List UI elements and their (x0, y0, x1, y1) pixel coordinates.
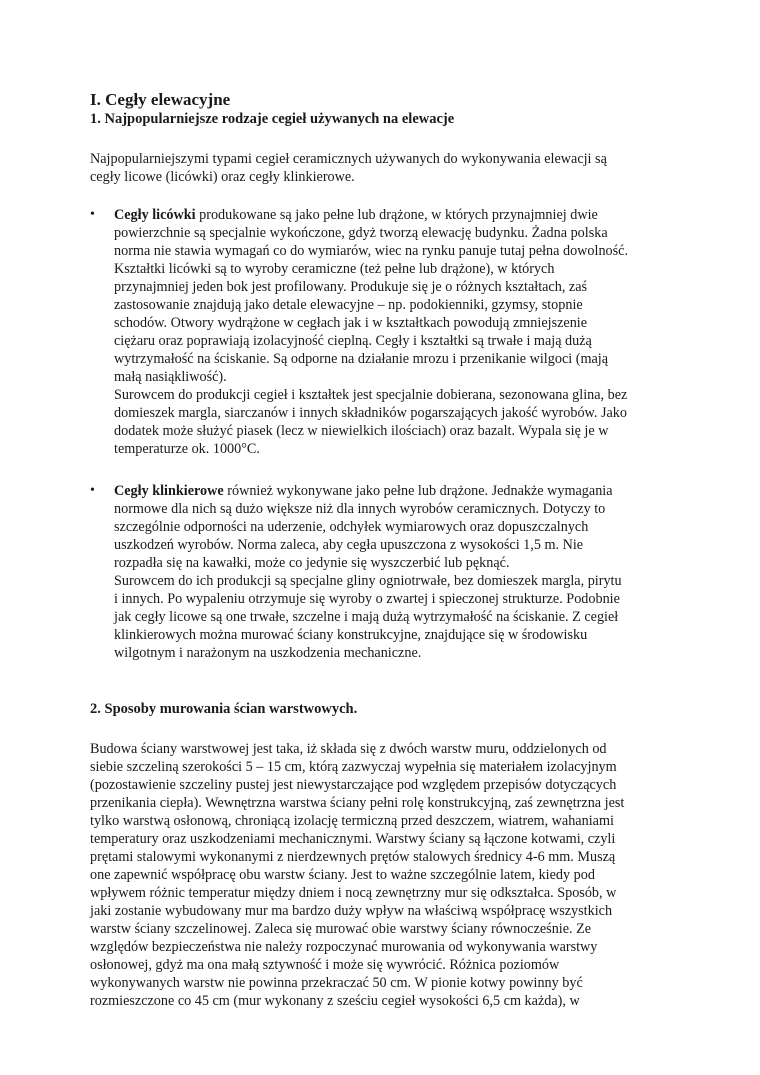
text-line: Surowcem do ich produkcji są specjalne gliny ogniotrwałe, bez domieszek margla, pirytu (114, 573, 622, 589)
text-line (114, 482, 690, 500)
section-1-heading: 1. Najpopularniejsze rodzaje cegieł używanych na elewacje (90, 111, 455, 127)
text-line: rozmieszczone co 45 cm (mur wykonany z sześciu cegieł wysokości 6,5 cm każda), w (90, 993, 580, 1009)
text-line: wykonywanych warstw nie powinna przekraczać 50 cm. W pionie kotwy powinny być (90, 975, 583, 991)
section-2-paragraph (90, 740, 690, 1010)
text-line: temperatury oraz uszkodzeniami mechanicznymi. Warstwy ściany są łączone kotwami, czyli (90, 831, 616, 847)
text-line: klinkierowych można murować ściany konstrukcyjne, znajdujące się w środowisku (114, 627, 588, 643)
term-clinker-bricks: Cegły klinkierowe (114, 483, 224, 499)
text-line: przenikania ciepła). Wewnętrzna warstwa ściany pełni rolę konstrukcyjną, zaś zewnętrzna jest (90, 795, 625, 811)
text-line: prętami stalowymi wykonanymi z nierdzewnych prętów stalowych średnicy 4-6 mm. Muszą (90, 849, 616, 865)
text-line: osłonowej, gdyż ma ona małą sztywność i może się wywrócić. Różnica poziomów (90, 957, 560, 973)
section-2-heading: 2. Sposoby murowania ścian warstwowych. (90, 701, 358, 717)
brick-types-list (90, 206, 690, 662)
text-line: szczególnie odporności na uderzenie, odchyłek wymiarowych oraz dopuszczalnych (114, 519, 589, 535)
text-line: zastosowanie znajdują jako detale elewacyjne – np. podokienniki, gzymsy, stopnie (114, 297, 583, 313)
text-fragment: również wykonywane jako pełne lub drążone. Jednakże wymagania (223, 483, 613, 499)
section-1-intro (90, 150, 690, 186)
text-line: Najpopularniejszymi typami cegieł ceramicznych używanych do wykonywania elewacji są (90, 151, 607, 167)
text-line: wilgotnym i narażonym na uszkodzenia mechaniczne. (114, 645, 422, 661)
document-page (90, 90, 690, 1010)
text-line: normowe dla nich są dużo większe niż dla innych wyrobów ceramicznych. Dotyczy to (114, 501, 606, 517)
text-line: tylko warstwą osłonową, chroniącą izolację termiczną przed deszczem, wiatrem, wahaniami (90, 813, 614, 829)
text-line: i innych. Po wypaleniu otrzymuje się wyroby o zwartej i spieczonej strukturze. Podobnie (114, 591, 620, 607)
text-line: Budowa ściany warstwowej jest taka, iż składa się z dwóch warstw muru, oddzielonych od (90, 741, 607, 757)
bullet-icon: • (90, 483, 95, 498)
text-line (114, 206, 690, 224)
text-line: jaki zostanie wybudowany mur ma bardzo duży wpływ na właściwą współpracę wszystkich (90, 903, 613, 919)
text-line: warstw ściany szczelinowej. Zaleca się murować obie warstwy ściany równocześnie. Ze (90, 921, 592, 937)
text-line: wpływem różnic temperatur między dniem i nocą zewnętrzny mur się odkształca. Sposób, w (90, 885, 617, 901)
text-fragment: produkowane są jako pełne lub drążone, w których przynajmniej dwie (195, 207, 598, 223)
text-line: małą nasiąkliwość). (114, 369, 227, 385)
text-line: temperaturze ok. 1000°C. (114, 441, 260, 457)
list-item-face-bricks (90, 206, 690, 458)
term-face-bricks: Cegły licówki (114, 207, 196, 223)
text-line: norma nie stawia wymagań co do wymiarów, wiec na rynku panuje tutaj pełna dowolność. (114, 243, 629, 259)
text-line: siebie szczeliną szerokości 5 – 15 cm, którą zazwyczaj wypełnia się materiałem izolacyjnym (90, 759, 617, 775)
text-line: przynajmniej jeden bok jest profilowany. Produkuje się je o różnych kształtach, zaś (114, 279, 588, 295)
text-line: względów bezpieczeństwa nie należy rozpoczynać murowania od wykonywania warstwy (90, 939, 598, 955)
text-line: ciężaru oraz poprawiają izolacyjność cieplną. Cegły i kształtki są trwałe i mają dużą (114, 333, 592, 349)
text-line: jak cegły licowe są one trwałe, szczelne i mają dużą wytrzymałość na ściskanie. Z cegieł (114, 609, 619, 625)
text-line: (pozostawienie szczeliny pustej jest niewystarczające pod względem przepisów dotyczących (90, 777, 617, 793)
text-line: rozpadła się na kawałki, może co jedynie się wyszczerbić lub pęknąć. (114, 555, 510, 571)
bullet-icon: • (90, 207, 95, 222)
text-line: one zapewnić współpracę obu warstw ściany. Jest to ważne szczególnie latem, kiedy pod (90, 867, 595, 883)
text-line: cegły licowe (licówki) oraz cegły klinkierowe. (90, 169, 355, 185)
text-line: schodów. Otwory wydrążone w cegłach jak i w kształtkach powodują zmniejszenie (114, 315, 588, 331)
text-line: Kształtki licówki są to wyroby ceramiczne (też pełne lub drążone), w których (114, 261, 555, 277)
text-line: powierzchnie są specjalnie wykończone, gdyż tworzą elewację budynku. Żadna polska (114, 225, 608, 241)
text-line: domieszek margla, siarczanów i innych składników pogarszających jakość wyrobów. Jako (114, 405, 627, 421)
list-item-clinker-bricks (90, 482, 690, 662)
text-line: dodatek może służyć piasek (lecz w niewielkich ilościach) oraz bazalt. Wypala się je w (114, 423, 609, 439)
document-title: I. Cegły elewacyjne (90, 90, 231, 109)
text-line: wytrzymałość na ściskanie. Są odporne na działanie mrozu i przenikanie wilgoci (mają (114, 351, 609, 367)
text-line: Surowcem do produkcji cegieł i kształtek jest specjalnie dobierana, sezonowana glina, bez (114, 387, 628, 403)
text-line: uszkodzeń wyrobów. Norma zaleca, aby cegła upuszczona z wysokości 1,5 m. Nie (114, 537, 584, 553)
